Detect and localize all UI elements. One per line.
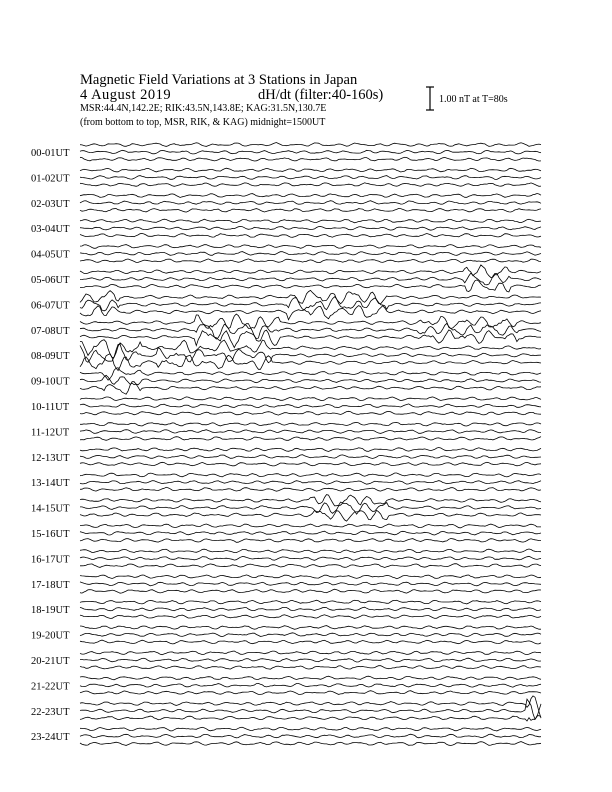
trace-rik bbox=[80, 150, 541, 154]
trace-kag bbox=[80, 549, 541, 553]
trace-msr bbox=[80, 306, 541, 320]
trace-rik bbox=[80, 658, 541, 662]
trace-kag bbox=[80, 143, 541, 147]
trace-kag bbox=[80, 368, 541, 381]
chart-date: 4 August 2019 bbox=[80, 87, 172, 103]
trace-msr bbox=[80, 539, 541, 543]
hour-label: 08-09UT bbox=[31, 351, 70, 363]
station-order-note: (from bottom to top, MSR, RIK, & KAG) midnight=1500UT bbox=[80, 117, 326, 128]
trace-msr bbox=[80, 157, 541, 161]
hour-label: 14-15UT bbox=[31, 503, 70, 515]
trace-msr bbox=[80, 330, 541, 348]
trace-msr bbox=[80, 382, 541, 395]
chart-quantity: dH/dt (filter:40-160s) bbox=[258, 87, 384, 103]
trace-rik bbox=[80, 683, 541, 687]
trace-msr bbox=[80, 615, 541, 619]
trace-rik bbox=[80, 607, 541, 611]
trace-kag bbox=[80, 575, 541, 579]
trace-msr bbox=[80, 666, 541, 670]
trace-kag bbox=[80, 448, 541, 452]
hour-label: 22-23UT bbox=[31, 706, 70, 718]
station-coordinates: MSR:44.4N,142.2E; RIK:43.5N,143.8E; KAG:31.5N,130.7E bbox=[80, 103, 327, 114]
trace-msr bbox=[80, 640, 541, 644]
trace-kag bbox=[80, 219, 541, 223]
trace-kag bbox=[80, 626, 541, 630]
trace-msr bbox=[80, 183, 541, 187]
trace-kag bbox=[80, 245, 541, 249]
trace-msr bbox=[80, 487, 541, 491]
chart-title: Magnetic Field Variations at 3 Stations in Japan bbox=[80, 72, 358, 88]
trace-rik bbox=[80, 734, 541, 738]
trace-kag bbox=[80, 397, 541, 401]
trace-rik bbox=[80, 556, 541, 560]
trace-msr bbox=[80, 411, 541, 415]
trace-rik bbox=[80, 375, 541, 385]
trace-msr bbox=[80, 259, 541, 263]
trace-msr bbox=[80, 742, 541, 746]
hour-label: 19-20UT bbox=[31, 630, 70, 642]
trace-kag bbox=[80, 696, 541, 718]
trace-kag bbox=[80, 340, 541, 358]
trace-kag bbox=[80, 168, 541, 172]
hour-label: 03-04UT bbox=[31, 224, 70, 236]
scale-bar-label: 1.00 nT at T=80s bbox=[439, 94, 508, 105]
trace-msr bbox=[80, 716, 541, 721]
trace-msr bbox=[80, 437, 541, 441]
trace-msr bbox=[80, 589, 541, 593]
hour-label: 02-03UT bbox=[31, 198, 70, 210]
scale-bar bbox=[426, 87, 434, 110]
hour-label: 18-19UT bbox=[31, 605, 70, 617]
trace-kag bbox=[80, 727, 541, 731]
trace-rik bbox=[80, 430, 541, 434]
hour-rows bbox=[31, 143, 541, 746]
trace-rik bbox=[80, 273, 541, 285]
hour-label: 00-01UT bbox=[31, 148, 70, 159]
hour-label: 01-02UT bbox=[31, 173, 70, 185]
hour-label: 16-17UT bbox=[31, 554, 70, 566]
trace-rik bbox=[80, 201, 541, 205]
trace-kag bbox=[80, 265, 541, 278]
trace-rik bbox=[80, 455, 541, 459]
trace-msr bbox=[80, 510, 541, 521]
trace-rik bbox=[80, 633, 541, 637]
trace-rik bbox=[80, 252, 541, 256]
trace-kag bbox=[80, 524, 541, 528]
trace-rik bbox=[80, 503, 541, 515]
trace-rik bbox=[80, 582, 541, 586]
hour-label: 20-21UT bbox=[31, 656, 70, 667]
hour-label: 12-13UT bbox=[31, 452, 70, 464]
hour-label: 05-06UT bbox=[31, 275, 70, 286]
trace-rik bbox=[80, 404, 541, 408]
trace-rik bbox=[80, 297, 541, 311]
hour-label: 10-11UT bbox=[31, 402, 70, 413]
trace-kag bbox=[80, 600, 541, 604]
hour-label: 13-14UT bbox=[31, 478, 70, 490]
trace-msr bbox=[80, 564, 541, 568]
trace-kag bbox=[80, 290, 541, 303]
trace-msr bbox=[80, 234, 541, 238]
trace-kag bbox=[80, 676, 541, 680]
trace-rik bbox=[80, 226, 541, 230]
hour-label: 15-16UT bbox=[31, 529, 70, 540]
trace-kag bbox=[80, 473, 541, 477]
hour-label: 11-12UT bbox=[31, 427, 70, 439]
trace-rik bbox=[80, 481, 541, 485]
hour-label: 04-05UT bbox=[31, 249, 70, 261]
hour-label: 17-18UT bbox=[31, 579, 70, 591]
trace-kag bbox=[80, 495, 541, 506]
hour-label: 09-10UT bbox=[31, 376, 70, 388]
trace-msr bbox=[80, 462, 541, 466]
hour-label: 21-22UT bbox=[31, 681, 70, 693]
hour-label: 07-08UT bbox=[31, 325, 70, 337]
trace-rik bbox=[80, 176, 541, 180]
trace-rik bbox=[80, 531, 541, 535]
trace-kag bbox=[80, 194, 541, 198]
trace-kag bbox=[80, 422, 541, 426]
trace-msr bbox=[80, 208, 541, 212]
trace-msr bbox=[80, 691, 541, 695]
hour-label: 06-07UT bbox=[31, 300, 70, 312]
trace-kag bbox=[80, 651, 541, 655]
hour-label: 23-24UT bbox=[31, 732, 70, 744]
